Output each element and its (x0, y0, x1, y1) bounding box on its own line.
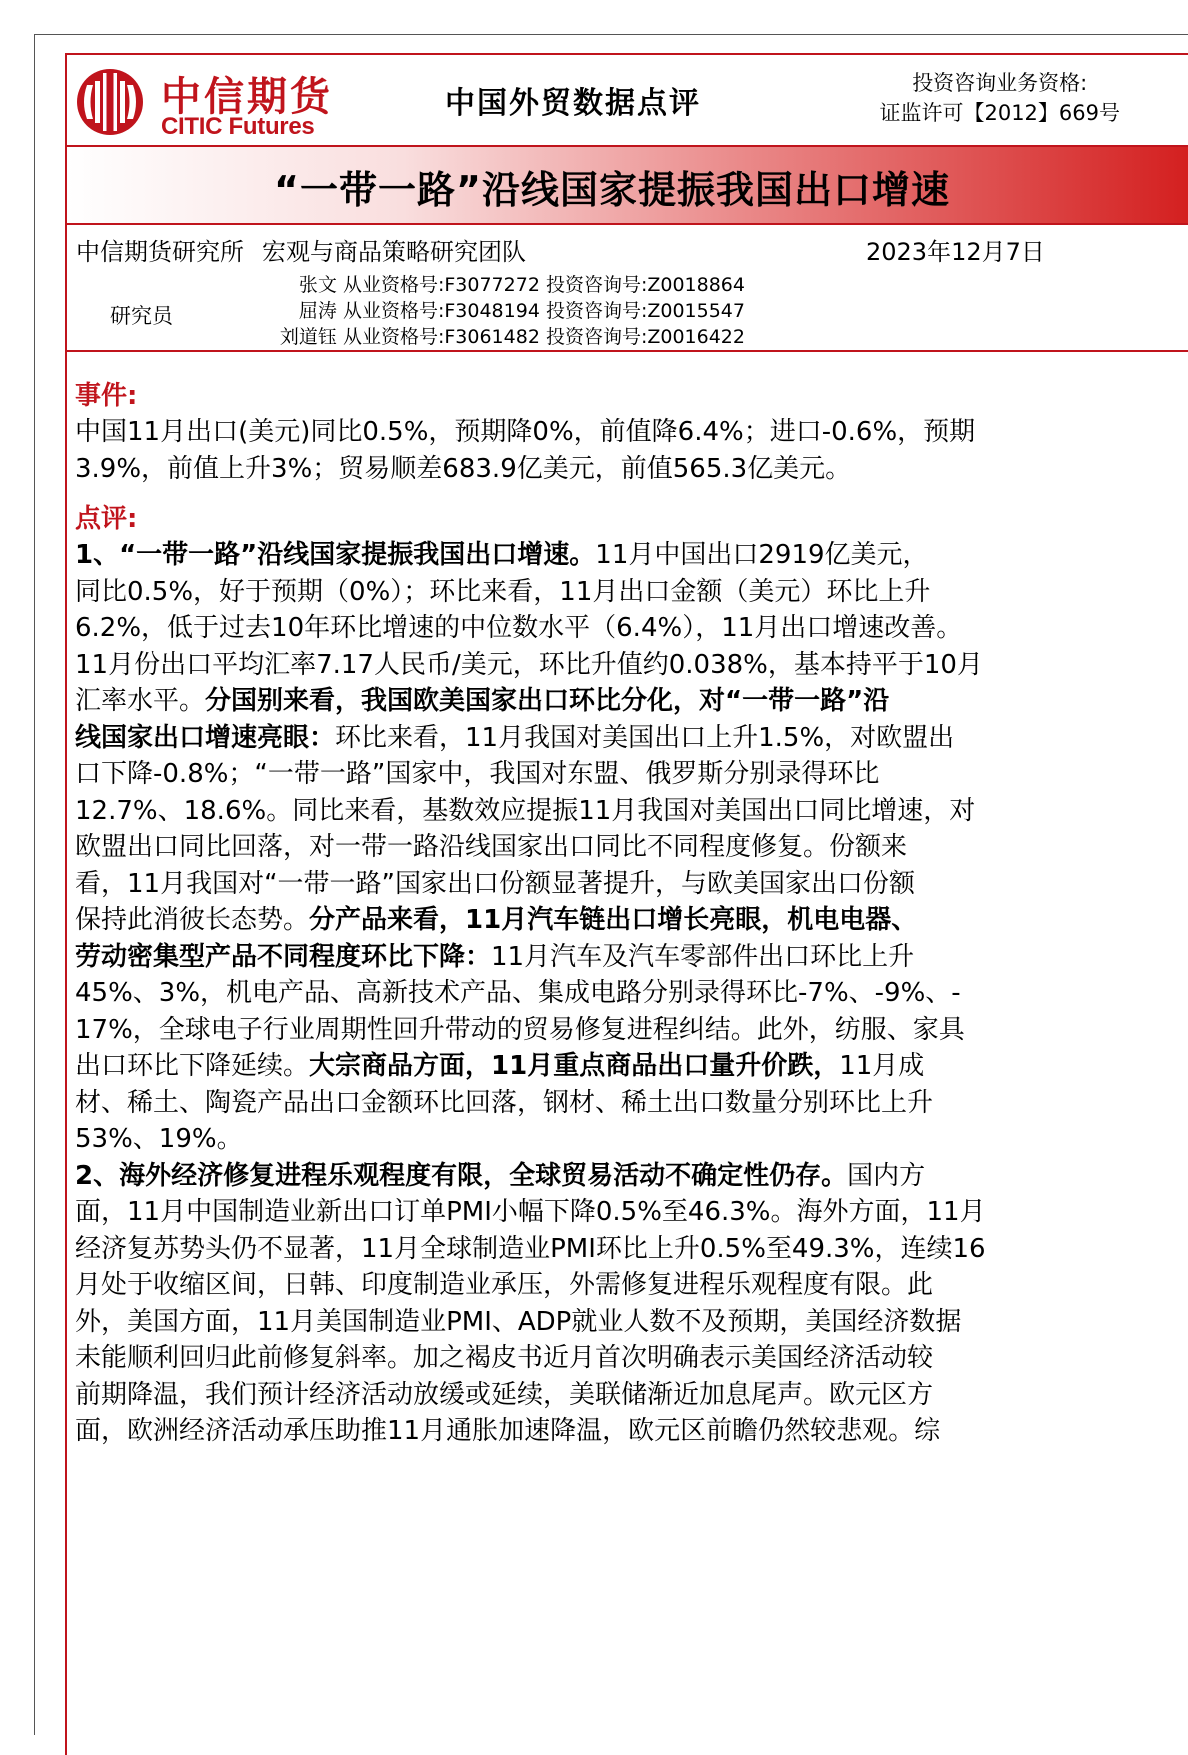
body-text: 12.7%、18.6%。同比来看，基数效应提振11月我国对美国出口同比增速，对 (75, 795, 976, 826)
event-line: 中国11月出口(美元)同比0.5%，预期降0%，前值降6.4%；进口-0.6%，预期 (75, 417, 976, 447)
institute-name: 中信期货研究所 (76, 238, 244, 266)
body-text: 出口环比下降延续。 (75, 1051, 310, 1081)
review-paragraph (75, 537, 1185, 1450)
body-text: 11月成 (839, 1051, 925, 1081)
body-text: 前期降温，我们预计经济活动放缓或延续，美联储渐近加息尾声。欧元区方 (75, 1379, 934, 1410)
body-text: 外，美国方面，11月美国制造业PMI、ADP就业人数不及预期，美国经济数据 (75, 1306, 962, 1337)
bold-text: 分国别来看，我国欧美国家出口环比分化，对“一带一路”沿 (205, 686, 890, 716)
bold-text: 2、海外经济修复进程乐观程度有限，全球贸易活动不确定性仍存。 (75, 1160, 848, 1191)
license-line-1: 投资咨询业务资格: (912, 71, 1088, 95)
researcher-row: 屈涛 从业资格号:F3048194 投资咨询号:Z0015547 (298, 300, 745, 322)
review-line (75, 1085, 1185, 1122)
license-info (879, 68, 1120, 128)
review-line (75, 866, 1185, 903)
logo-chinese-text: 中信期货 (161, 73, 333, 120)
review-line (75, 1304, 1185, 1341)
body-text: 月处于收缩区间，日韩、印度制造业承压，外需修复进程乐观程度有限。此 (75, 1270, 934, 1300)
body-text: 保持此消彼长态势。 (75, 905, 310, 935)
team-name: 宏观与商品策略研究团队 (262, 238, 526, 266)
review-line (75, 647, 1185, 684)
review-line (75, 1048, 1185, 1085)
citic-futures-logo (75, 61, 345, 143)
body-text: 11月份出口平均汇率7.17人民币/美元，环比升值约0.038%，基本持平于10月 (75, 649, 983, 680)
review-line (75, 537, 1185, 574)
body-text: 经济复苏势头仍不显著，11月全球制造业PMI环比上升0.5%至49.3%，连续16 (75, 1233, 986, 1264)
event-line: 3.9%，前值上升3%；贸易顺差683.9亿美元，前值565.3亿美元。 (75, 453, 852, 484)
review-line (75, 1267, 1185, 1304)
review-line (75, 793, 1185, 830)
body-text: 11月中国出口2919亿美元， (595, 540, 929, 570)
review-line (75, 1231, 1185, 1268)
review-line (75, 1340, 1185, 1377)
report-date: 2023年12月7日 (866, 238, 1045, 266)
section-divider (67, 350, 1188, 352)
review-line (75, 574, 1185, 611)
document-type: 中国外贸数据点评 (445, 86, 701, 121)
body-text: 同比0.5%，好于预期（0%）；环比来看，11月出口金额（美元）环比上升 (75, 576, 931, 607)
body-text: 未能顺利回归此前修复斜率。加之褐皮书近月首次明确表示美国经济活动较 (75, 1343, 934, 1373)
review-line (75, 1413, 1185, 1450)
review-line (75, 902, 1185, 939)
body-text: 材、稀土、陶瓷产品出口金额环比回落，钢材、稀土出口数量分别环比上升 (75, 1087, 934, 1118)
event-paragraph (75, 414, 1185, 487)
body-text: 面，欧洲经济活动承压助推11月通胀加速降温，欧元区前瞻仍然较悲观。综 (75, 1416, 941, 1446)
review-line (75, 683, 1185, 720)
body-text: 17%，全球电子行业周期性回升带动的贸易修复进程纠结。此外，纺服、家具 (75, 1014, 965, 1045)
body-text: 汇率水平。 (75, 686, 206, 716)
body-text: 口下降-0.8%；“一带一路”国家中，我国对东盟、俄罗斯分别录得环比 (75, 759, 880, 789)
bold-text: 劳动密集型产品不同程度环比下降： (75, 941, 492, 972)
body-text: 环比来看，11月我国对美国出口上升1.5%，对欧盟出 (335, 722, 955, 753)
researcher-row: 张文 从业资格号:F3077272 投资咨询号:Z0018864 (298, 274, 745, 296)
bold-text: 大宗商品方面，11月重点商品出口量升价跌， (309, 1051, 840, 1081)
bold-text: 1、“一带一路”沿线国家提振我国出口增速。 (75, 540, 596, 570)
review-line (75, 1194, 1185, 1231)
body-text: 53%、19%。 (75, 1124, 243, 1154)
review-line (75, 975, 1185, 1012)
body-text: 看，11月我国对“一带一路”国家出口份额显著提升，与欧美国家出口份额 (75, 868, 916, 899)
review-line (75, 610, 1185, 647)
title-banner (67, 145, 1188, 225)
organization (76, 232, 526, 267)
researcher-label: 研究员 (110, 304, 173, 328)
bold-text: 分产品来看，11月汽车链出口增长亮眼，机电电器、 (309, 905, 918, 935)
event-heading: 事件: (75, 381, 138, 411)
report-body (75, 378, 1185, 1450)
review-line (75, 829, 1185, 866)
review-line (75, 720, 1185, 757)
review-line (75, 756, 1185, 793)
review-line (75, 1012, 1185, 1049)
review-line (75, 1121, 1185, 1158)
body-text: 国内方 (847, 1160, 926, 1191)
review-line (75, 939, 1185, 976)
review-heading: 点评: (75, 504, 138, 534)
report-header (67, 55, 1188, 145)
researcher-row: 刘道钰 从业资格号:F3061482 投资咨询号:Z0016422 (279, 326, 745, 348)
citic-logo-icon (75, 67, 145, 137)
bold-text: 线国家出口增速亮眼： (75, 722, 336, 753)
body-text: 6.2%，低于过去10年环比增速的中位数水平（6.4%），11月出口增速改善。 (75, 613, 963, 643)
author-info (67, 223, 1188, 350)
report-title: “一带一路”沿线国家提振我国出口增速 (274, 168, 950, 212)
review-line (75, 1377, 1185, 1414)
body-text: 面，11月中国制造业新出口订单PMI小幅下降0.5%至46.3%。海外方面，11月 (75, 1197, 986, 1227)
researcher-list (249, 272, 745, 350)
body-text: 45%、3%，机电产品、高新技术产品、集成电路分别录得环比-7%、-9%、- (75, 978, 961, 1008)
body-text: 11月汽车及汽车零部件出口环比上升 (491, 941, 915, 972)
license-line-2: 证监许可【2012】669号 (879, 101, 1120, 125)
review-line (75, 1158, 1185, 1195)
logo-english-text: CITIC Futures (161, 113, 315, 140)
body-text: 欧盟出口同比回落，对一带一路沿线国家出口同比不同程度修复。份额来 (75, 832, 908, 862)
